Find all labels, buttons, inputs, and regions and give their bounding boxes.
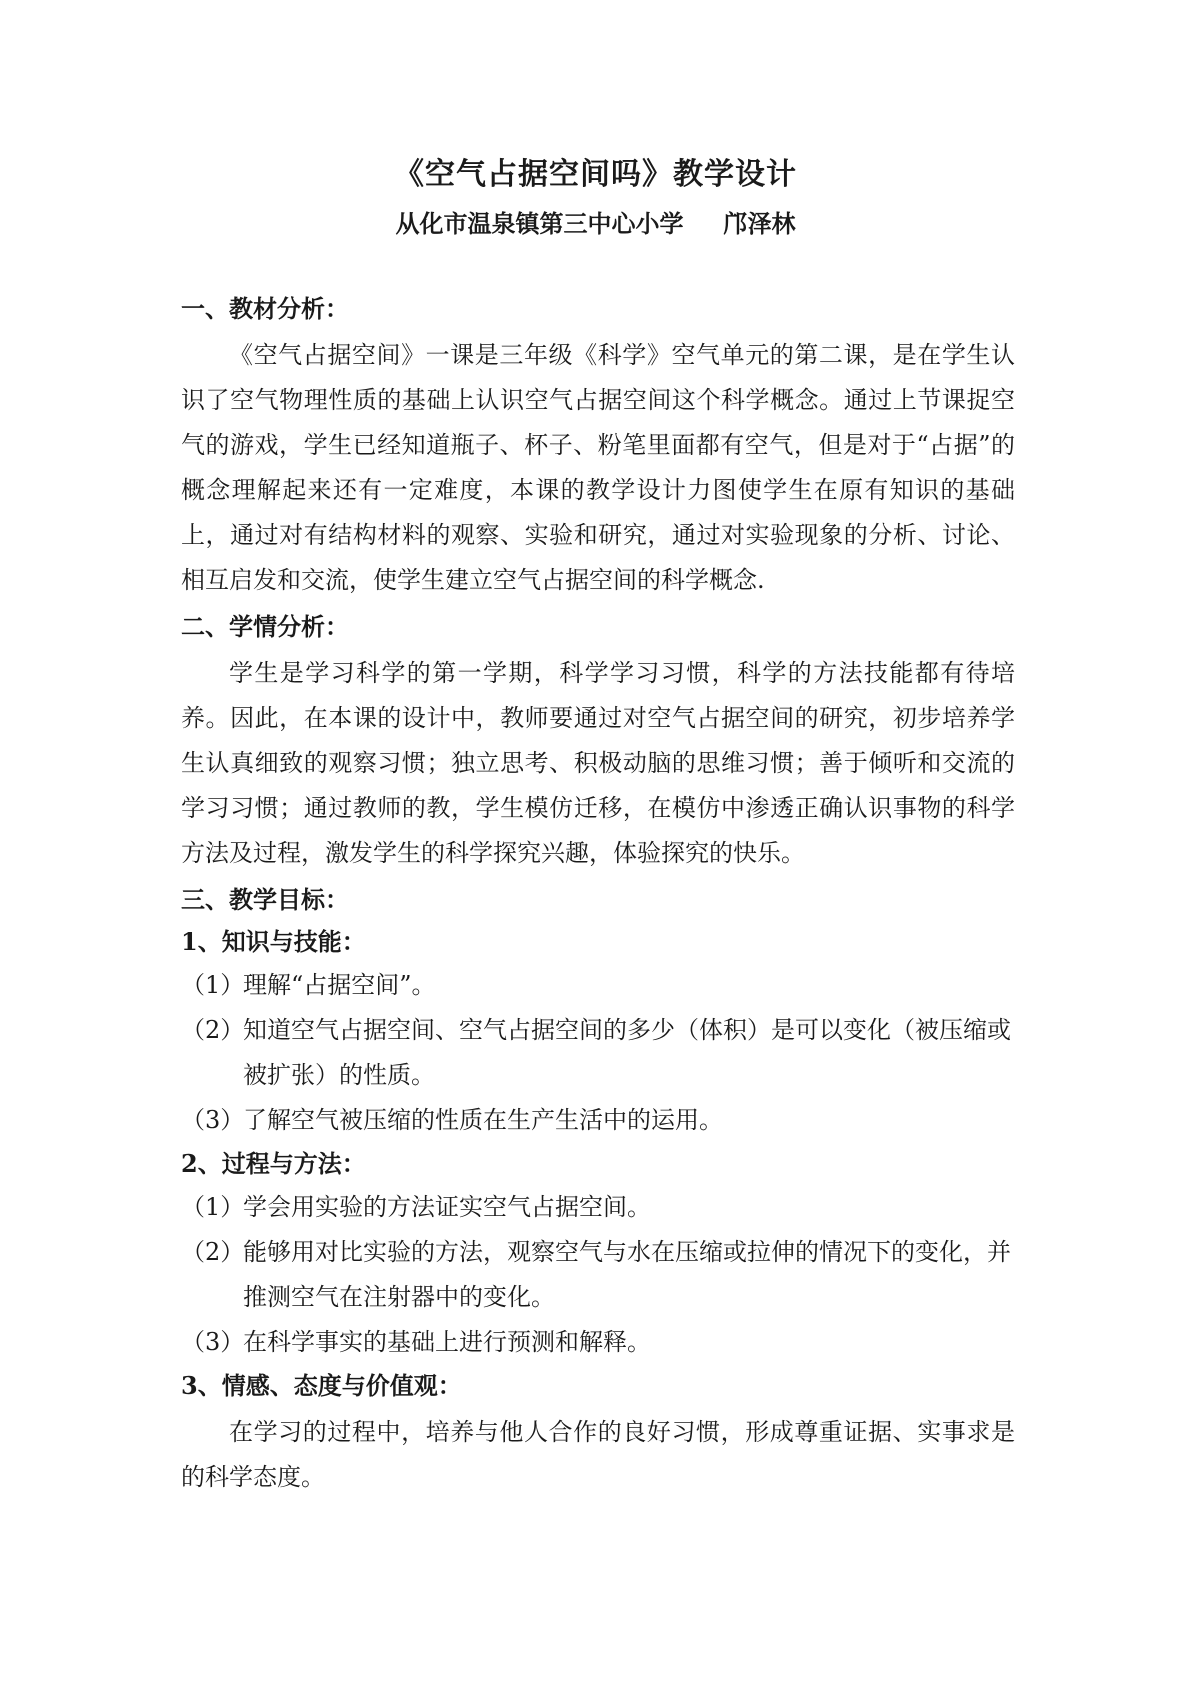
- section-heading-teaching-goals: 三、教学目标：: [181, 885, 349, 914]
- list-item: [181, 1320, 1015, 1365]
- list-item-number: （1）: [181, 1193, 245, 1221]
- document-title: 《空气占据空间吗》教学设计: [394, 157, 797, 192]
- document-body: [181, 288, 1015, 1500]
- list-item-text: 了解空气被压缩的性质在生产生活中的运用。: [243, 1106, 723, 1134]
- paragraph-student-analysis: 学生是学习科学的第一学期，科学学习习惯，科学的方法技能都有待培养。因此，在本课的设计中，教师要通过对空气占据空间的研究，初步培养学生认真细致的观察习惯；独立思考、积极动脑的思维习惯；善于倾听和交流的学习习惯；通过教师的教，学生模仿迁移，在模仿中渗透正确认识事物的科学方法及过程，激发学生的科学探究兴趣，体验探究的快乐。: [181, 659, 1015, 867]
- list-item-number: （3）: [181, 1328, 245, 1356]
- subheading-process-methods: 2、过程与方法：: [181, 1149, 366, 1178]
- section-heading-material-analysis: 一、教材分析：: [181, 294, 349, 323]
- list-item-text: 能够用对比实验的方法，观察空气与水在压缩或拉伸的情况下的变化，并推测空气在注射器中的变化。: [243, 1238, 1011, 1311]
- section-heading-student-analysis: 二、学情分析：: [181, 612, 349, 641]
- list-item-text: 学会用实验的方法证实空气占据空间。: [243, 1193, 651, 1221]
- list-item-text: 理解“占据空间”。: [243, 971, 436, 999]
- list-item-number: （3）: [181, 1106, 245, 1134]
- list-item: [181, 1008, 1015, 1098]
- list-item: [181, 963, 1015, 1008]
- subheading-attitudes-values: 3、情感、态度与价值观：: [181, 1371, 462, 1400]
- list-item: [181, 1098, 1015, 1143]
- author-name: 邝泽林: [723, 209, 796, 238]
- paragraph-material-analysis: 《空气占据空间》一课是三年级《科学》空气单元的第二课，是在学生认识了空气物理性质的基础上认识空气占据空间这个科学概念。通过上节课捉空气的游戏，学生已经知道瓶子、杯子、粉笔里面都有空气，但是对于“占据”的概念理解起来还有一定难度，本课的教学设计力图使学生在原有知识的基础上，通过对有结构材料的观察、实验和研究，通过对实验现象的分析、讨论、相互启发和交流，使学生建立空气占据空间的科学概念.: [181, 341, 1015, 594]
- list-item-number: （1）: [181, 971, 245, 999]
- document-byline: [0, 207, 1191, 241]
- subheading-knowledge-skills: 1、知识与技能：: [181, 927, 366, 956]
- list-item-number: （2）: [181, 1016, 245, 1044]
- list-item-text: 在科学事实的基础上进行预测和解释。: [243, 1328, 651, 1356]
- list-item-number: （2）: [181, 1238, 245, 1266]
- school-name: 从化市温泉镇第三中心小学: [395, 209, 684, 238]
- list-item: [181, 1185, 1015, 1230]
- list-item: [181, 1230, 1015, 1320]
- list-item-text: 知道空气占据空间、空气占据空间的多少（体积）是可以变化（被压缩或被扩张）的性质。: [243, 1016, 1011, 1089]
- paragraph-attitudes-values: 在学习的过程中，培养与他人合作的良好习惯，形成尊重证据、实事求是的科学态度。: [181, 1418, 1015, 1491]
